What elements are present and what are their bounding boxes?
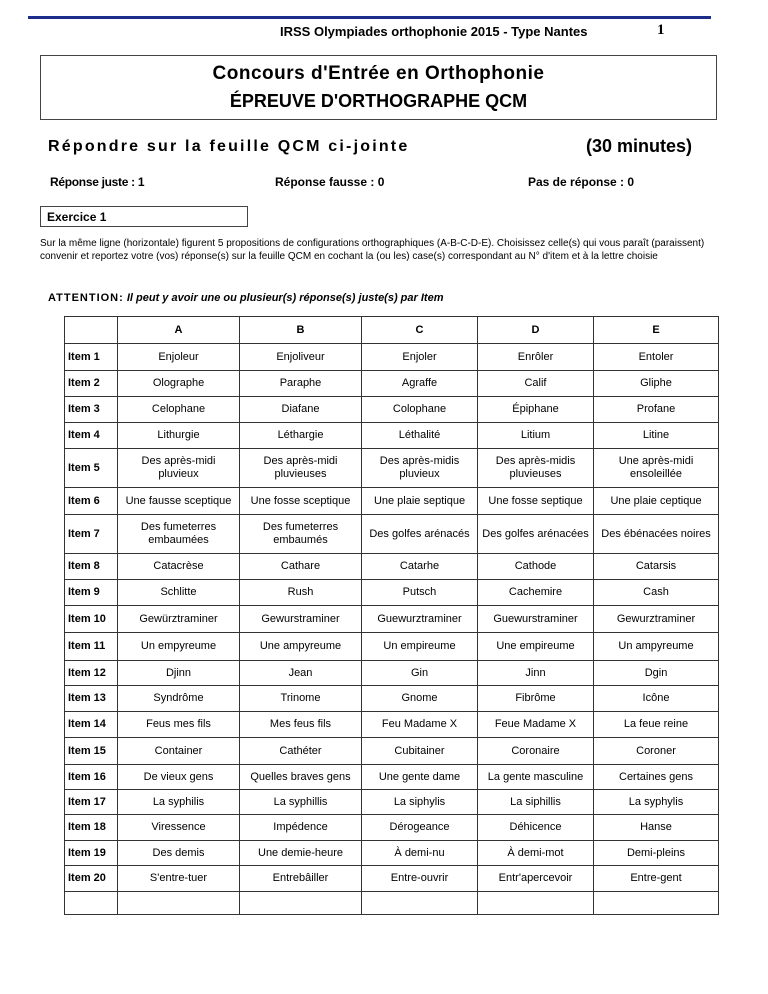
option-cell-d: Fibrôme [478, 686, 594, 712]
option-cell-c [362, 892, 478, 915]
option-cell-a: Catacrèse [118, 554, 240, 580]
sub-title: ÉPREUVE D'ORTHOGRAPHE QCM [229, 91, 528, 111]
item-label-cell [65, 892, 118, 915]
option-cell-a: Lithurgie [118, 423, 240, 449]
option-cell-a: Schlitte [118, 580, 240, 606]
option-cell-b: Quelles braves gens [240, 765, 362, 790]
item-label-cell: Item 7 [65, 515, 118, 554]
column-header-d: D [478, 317, 594, 344]
attention-text: Il peut y avoir une ou plusieur(s) réponse(s) juste(s) par Item [126, 292, 444, 304]
table-row [65, 712, 719, 738]
option-cell-e: Gliphe [594, 371, 719, 397]
table-row [65, 423, 719, 449]
option-cell-a: Feus mes fils [118, 712, 240, 738]
option-cell-c: Putsch [362, 580, 478, 606]
item-label-cell: Item 10 [65, 606, 118, 633]
option-cell-a: Des demis [118, 841, 240, 866]
option-cell-d: Enrôler [478, 344, 594, 371]
option-cell-c: La siphylis [362, 790, 478, 815]
option-cell-e: Gewurztraminer [594, 606, 719, 633]
option-cell-a: Gewürztraminer [118, 606, 240, 633]
option-cell-c: Catarhe [362, 554, 478, 580]
item-label-cell: Item 5 [65, 449, 118, 488]
score-wrong: Réponse fausse : 0 [275, 175, 385, 189]
option-cell-a: Un empyreume [118, 633, 240, 661]
option-cell-d [478, 892, 594, 915]
option-cell-a [118, 892, 240, 915]
option-cell-e: Dgin [594, 661, 719, 686]
table-row [65, 580, 719, 606]
option-cell-c: Colophane [362, 397, 478, 423]
option-cell-a: S'entre-tuer [118, 866, 240, 892]
option-cell-c: Enjoler [362, 344, 478, 371]
duration: (30 minutes) [586, 136, 693, 156]
column-header-e: E [594, 317, 719, 344]
title-box [40, 55, 717, 120]
table-row [65, 344, 719, 371]
option-cell-e: Cash [594, 580, 719, 606]
column-header-a: A [118, 317, 240, 344]
table-row [65, 790, 719, 815]
table-header-row [65, 317, 719, 344]
option-cell-b: Mes feus fils [240, 712, 362, 738]
option-cell-b: Rush [240, 580, 362, 606]
option-cell-d: Jinn [478, 661, 594, 686]
option-cell-e: Icône [594, 686, 719, 712]
table-row [65, 866, 719, 892]
option-cell-d: Épiphane [478, 397, 594, 423]
option-cell-e: Profane [594, 397, 719, 423]
column-header-c: C [362, 317, 478, 344]
option-cell-c: Dérogeance [362, 815, 478, 841]
item-label-cell: Item 19 [65, 841, 118, 866]
table-row [65, 738, 719, 765]
option-cell-e: Coroner [594, 738, 719, 765]
table-row [65, 661, 719, 686]
option-cell-d: Guewurstraminer [478, 606, 594, 633]
table-row [65, 606, 719, 633]
item-label-cell: Item 16 [65, 765, 118, 790]
option-cell-a: Celophane [118, 397, 240, 423]
option-cell-e: Entre-gent [594, 866, 719, 892]
option-cell-e: Demi-pleins [594, 841, 719, 866]
option-cell-b: Une fosse sceptique [240, 488, 362, 515]
item-label-cell: Item 11 [65, 633, 118, 661]
option-cell-d: Cachemire [478, 580, 594, 606]
option-cell-d: Déhicence [478, 815, 594, 841]
item-label-cell: Item 1 [65, 344, 118, 371]
item-label-cell: Item 13 [65, 686, 118, 712]
option-cell-d: La siphillis [478, 790, 594, 815]
option-cell-b: Diafane [240, 397, 362, 423]
attention-label: ATTENTION: [48, 292, 124, 304]
option-cell-a: Olographe [118, 371, 240, 397]
option-cell-c: Des après-midis pluvieux [362, 449, 478, 488]
score-none: Pas de réponse : 0 [528, 175, 635, 189]
option-cell-d: Une empireume [478, 633, 594, 661]
score-correct: Réponse juste : 1 [50, 175, 145, 189]
option-cell-d: Des golfes arénacées [478, 515, 594, 554]
option-cell-c: Agraffe [362, 371, 478, 397]
item-label-cell: Item 14 [65, 712, 118, 738]
option-cell-c: Un empireume [362, 633, 478, 661]
option-cell-e: Litine [594, 423, 719, 449]
item-label-cell: Item 17 [65, 790, 118, 815]
table-row [65, 488, 719, 515]
qcm-table [64, 316, 719, 915]
option-cell-c: Entre-ouvrir [362, 866, 478, 892]
answer-instruction: Répondre sur la feuille QCM ci-jointe [48, 138, 410, 155]
instructions-text: Sur la même ligne (horizontale) figurent 5 propositions de configurations orthographiques (A-B-C-D-E). Choisissez celle(s) qui vous paraît (paraissent) convenir et reportez votre (vos) réponse(s) sur la feuille QCM en cochant la (ou les) case(s) correspondant au N° d'item et à la lettre choisie [40, 238, 705, 262]
header-title: IRSS Olympiades orthophonie 2015 - Type Nantes [280, 24, 588, 39]
table-row [65, 633, 719, 661]
option-cell-e: La feue reine [594, 712, 719, 738]
option-cell-a: Une fausse sceptique [118, 488, 240, 515]
option-cell-c: Une plaie septique [362, 488, 478, 515]
table-row [65, 815, 719, 841]
option-cell-e: Certaines gens [594, 765, 719, 790]
option-cell-b: Cathéter [240, 738, 362, 765]
option-cell-c: Feu Madame X [362, 712, 478, 738]
main-title: Concours d'Entrée en Orthophonie [212, 63, 545, 84]
option-cell-e: La syphylis [594, 790, 719, 815]
option-cell-c: Guewurztraminer [362, 606, 478, 633]
option-cell-c: Cubitainer [362, 738, 478, 765]
option-cell-b: Impédence [240, 815, 362, 841]
option-cell-b: Enjoliveur [240, 344, 362, 371]
option-cell-b: Cathare [240, 554, 362, 580]
option-cell-b: Gewurstraminer [240, 606, 362, 633]
item-label-cell: Item 20 [65, 866, 118, 892]
option-cell-c: Des golfes arénacés [362, 515, 478, 554]
attention-note [48, 292, 443, 304]
option-cell-b: Une demie-heure [240, 841, 362, 866]
option-cell-d: La gente masculine [478, 765, 594, 790]
option-cell-b: Trinome [240, 686, 362, 712]
table-row [65, 515, 719, 554]
item-label-cell: Item 6 [65, 488, 118, 515]
option-cell-e: Un ampyreume [594, 633, 719, 661]
option-cell-d: Coronaire [478, 738, 594, 765]
item-label-cell: Item 8 [65, 554, 118, 580]
option-cell-b: Des fumeterres embaumés [240, 515, 362, 554]
item-label-cell: Item 4 [65, 423, 118, 449]
option-cell-d: Calif [478, 371, 594, 397]
table-row [65, 686, 719, 712]
option-cell-d: Une fosse septique [478, 488, 594, 515]
column-header-b: B [240, 317, 362, 344]
exercise-label: Exercice 1 [40, 206, 248, 227]
option-cell-e: Hanse [594, 815, 719, 841]
option-cell-a: Djinn [118, 661, 240, 686]
table-row [65, 841, 719, 866]
item-label-cell: Item 3 [65, 397, 118, 423]
option-cell-d: Entr'apercevoir [478, 866, 594, 892]
option-cell-a: De vieux gens [118, 765, 240, 790]
option-cell-d: Cathode [478, 554, 594, 580]
option-cell-d: Feue Madame X [478, 712, 594, 738]
table-row [65, 371, 719, 397]
item-label-cell: Item 2 [65, 371, 118, 397]
option-cell-c: Une gente dame [362, 765, 478, 790]
item-label-cell: Item 15 [65, 738, 118, 765]
option-cell-c: Gin [362, 661, 478, 686]
table-row [65, 397, 719, 423]
option-cell-c: À demi-nu [362, 841, 478, 866]
option-cell-b: Une ampyreume [240, 633, 362, 661]
option-cell-a: Enjoleur [118, 344, 240, 371]
option-cell-b: Des après-midi pluvieuses [240, 449, 362, 488]
table-row [65, 892, 719, 915]
option-cell-c: Gnome [362, 686, 478, 712]
option-cell-d: À demi-mot [478, 841, 594, 866]
option-cell-a: Container [118, 738, 240, 765]
option-cell-b: Jean [240, 661, 362, 686]
option-cell-a: Syndrôme [118, 686, 240, 712]
item-label-cell: Item 9 [65, 580, 118, 606]
option-cell-d: Litium [478, 423, 594, 449]
option-cell-c: Léthalité [362, 423, 478, 449]
table-row [65, 765, 719, 790]
option-cell-a: Viressence [118, 815, 240, 841]
option-cell-e [594, 892, 719, 915]
option-cell-a: La syphilis [118, 790, 240, 815]
option-cell-a: Des après-midi pluvieux [118, 449, 240, 488]
table-row [65, 449, 719, 488]
header-rule [28, 16, 711, 19]
option-cell-e: Une après-midi ensoleillée [594, 449, 719, 488]
option-cell-b: Paraphe [240, 371, 362, 397]
item-label-cell: Item 12 [65, 661, 118, 686]
option-cell-a: Des fumeterres embaumées [118, 515, 240, 554]
option-cell-b: Léthargie [240, 423, 362, 449]
option-cell-b [240, 892, 362, 915]
option-cell-b: La syphillis [240, 790, 362, 815]
table-row [65, 554, 719, 580]
page-number: 1 [657, 22, 665, 38]
option-cell-e: Des ébénacées noires [594, 515, 719, 554]
item-label-cell: Item 18 [65, 815, 118, 841]
option-cell-e: Une plaie ceptique [594, 488, 719, 515]
option-cell-e: Catarsis [594, 554, 719, 580]
header-corner-cell [65, 317, 118, 344]
option-cell-e: Entoler [594, 344, 719, 371]
option-cell-d: Des après-midis pluvieuses [478, 449, 594, 488]
option-cell-b: Entrebâiller [240, 866, 362, 892]
